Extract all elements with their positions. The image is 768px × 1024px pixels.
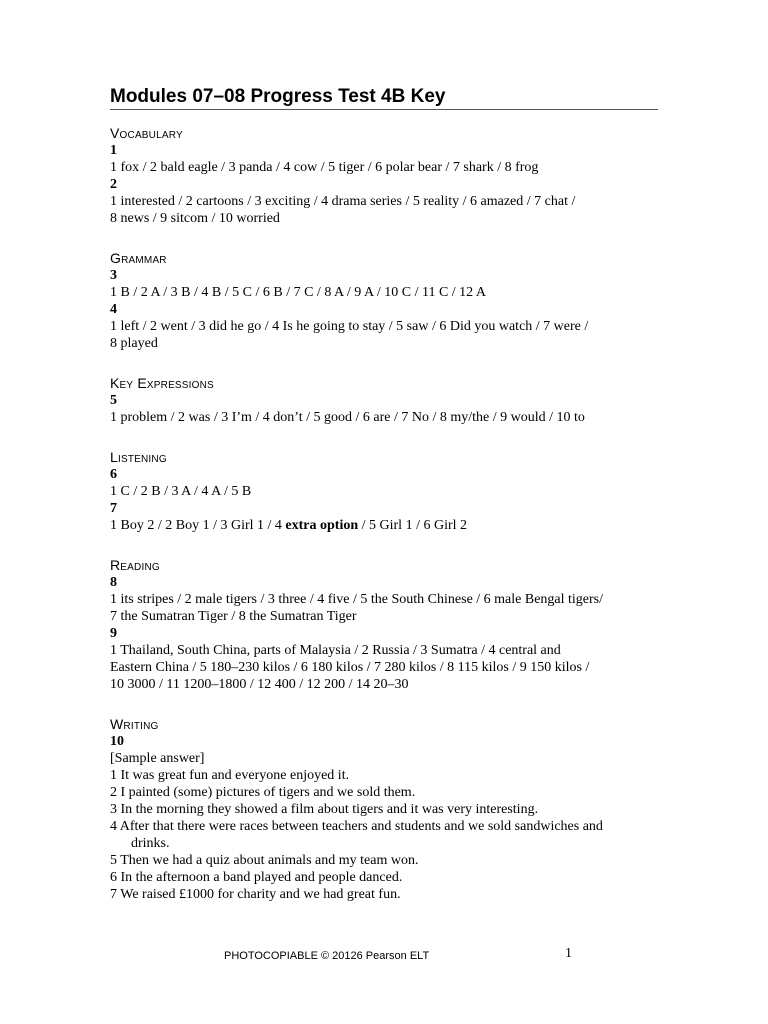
- section-writing: [110, 715, 658, 903]
- question-number: 6: [110, 467, 117, 482]
- section-vocabulary: [110, 124, 658, 227]
- question-number: 4: [110, 302, 117, 317]
- answer-line: [Sample answer]: [110, 751, 205, 766]
- answer-line: Eastern China / 5 180–230 kilos / 6 180 kilos / 7 280 kilos / 8 115 kilos / 9 150 kilos /: [110, 660, 590, 675]
- answer-text: / 5 Girl 1 / 6 Girl 2: [358, 518, 468, 533]
- document-page: [110, 86, 658, 903]
- answer-line: 2 I painted (some) pictures of tigers and we sold them.: [110, 785, 416, 800]
- answer-line: 1 its stripes / 2 male tigers / 3 three / 4 five / 5 the South Chinese / 6 male Bengal tigers/: [110, 592, 604, 607]
- answer-text: 1 Boy 2 / 2 Boy 1 / 3 Girl 1 / 4: [110, 518, 286, 533]
- answer-line: 1 problem / 2 was / 3 I’m / 4 don’t / 5 good / 6 are / 7 No / 8 my/the / 9 would / 10 to: [110, 410, 585, 425]
- page-title: Modules 07–08 Progress Test 4B Key: [110, 86, 658, 110]
- question-number: 1: [110, 143, 117, 158]
- answer-line: 5 Then we had a quiz about animals and my team won.: [110, 853, 419, 868]
- question-number: 9: [110, 626, 117, 641]
- section-listening: [110, 448, 658, 534]
- section-heading: Vocabulary: [110, 125, 183, 141]
- section-heading: Writing: [110, 716, 159, 732]
- section-heading: Grammar: [110, 250, 167, 266]
- answer-line: 4 After that there were races between teachers and students and we sold sandwiches and: [110, 819, 603, 834]
- footer-copyright: PHOTOCOPIABLE © 20126 Pearson ELT: [224, 950, 430, 962]
- answer-line: 1 Thailand, South China, parts of Malaysia / 2 Russia / 3 Sumatra / 4 central and: [110, 643, 561, 658]
- section-reading: [110, 556, 658, 693]
- answer-line: 8 news / 9 sitcom / 10 worried: [110, 211, 280, 226]
- answer-line: 7 We raised £1000 for charity and we had great fun.: [110, 887, 401, 902]
- question-number: 2: [110, 177, 117, 192]
- question-number: 8: [110, 575, 117, 590]
- answer-line: 1 interested / 2 cartoons / 3 exciting / 4 drama series / 5 reality / 6 amazed / 7 chat /: [110, 194, 576, 209]
- answer-line: [110, 517, 658, 534]
- page-number: 1: [565, 946, 572, 961]
- answer-line: 1 It was great fun and everyone enjoyed it.: [110, 768, 350, 783]
- answer-line: 6 In the afternoon a band played and people danced.: [110, 870, 403, 885]
- section-heading: Reading: [110, 557, 160, 573]
- answer-line: drinks.: [131, 836, 170, 851]
- section-heading: Listening: [110, 449, 167, 465]
- answer-line: 8 played: [110, 336, 158, 351]
- answer-line: 1 fox / 2 bald eagle / 3 panda / 4 cow / 5 tiger / 6 polar bear / 7 shark / 8 frog: [110, 160, 539, 175]
- answer-line: 3 In the morning they showed a film about tigers and it was very interesting.: [110, 802, 539, 817]
- question-number: 7: [110, 501, 117, 516]
- answer-line: 7 the Sumatran Tiger / 8 the Sumatran Tiger: [110, 609, 357, 624]
- question-number: 10: [110, 734, 124, 749]
- question-number: 5: [110, 393, 117, 408]
- answer-line: 1 left / 2 went / 3 did he go / 4 Is he going to stay / 5 saw / 6 Did you watch / 7 were /: [110, 319, 589, 334]
- answer-emphasis: extra option: [285, 518, 359, 533]
- section-heading: Key Expressions: [110, 375, 214, 391]
- answer-line: 1 B / 2 A / 3 B / 4 B / 5 C / 6 B / 7 C / 8 A / 9 A / 10 C / 11 C / 12 A: [110, 285, 487, 300]
- question-number: 3: [110, 268, 117, 283]
- section-grammar: [110, 249, 658, 352]
- answer-line: 10 3000 / 11 1200–1800 / 12 400 / 12 200 / 14 20–30: [110, 677, 409, 692]
- answer-line: 1 C / 2 B / 3 A / 4 A / 5 B: [110, 484, 252, 499]
- section-key-expressions: [110, 374, 658, 426]
